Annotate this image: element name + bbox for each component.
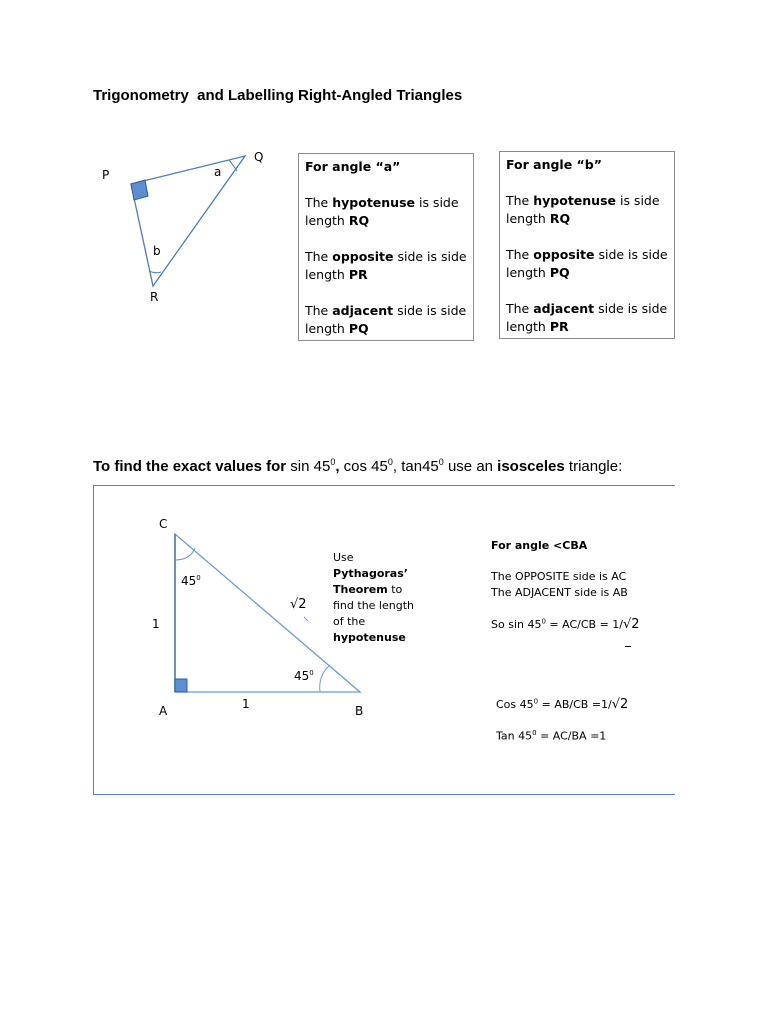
adjacent-statement: The ADJACENT side is AB bbox=[491, 586, 628, 599]
page-title: Trigonometry and Labelling Right-Angled Triangles bbox=[93, 87, 463, 104]
vertex-q: Q bbox=[254, 150, 264, 164]
opposite-statement: The OPPOSITE side is AC bbox=[491, 570, 627, 583]
angle-b-adjacent: The adjacent side is side length PR bbox=[506, 301, 668, 334]
angle-arc-b bbox=[149, 271, 161, 273]
pythagoras-note: Use Pythagoras’ Theorem to find the length of the hypotenuse bbox=[333, 551, 414, 644]
sin-underline bbox=[625, 646, 631, 647]
vertex-r: R bbox=[150, 290, 159, 304]
angle-a-label: a bbox=[214, 165, 222, 179]
angle-c-label: $45^0$ bbox=[181, 574, 201, 588]
angle-b-label: b bbox=[153, 244, 161, 258]
side-ab-label: 1 bbox=[242, 697, 250, 711]
vertex-c: C bbox=[159, 517, 168, 531]
vertex-b: B bbox=[355, 704, 364, 718]
angle-b-45-label: $45^0$ bbox=[294, 669, 314, 683]
angle-a-box bbox=[298, 153, 474, 341]
sin-statement: So $\sin 45^0 = AC/CB = 1/√2$ bbox=[491, 617, 640, 632]
angle-b-heading: For angle “b” bbox=[506, 157, 602, 172]
angle-a-hypotenuse: The hypotenuse is side length RQ bbox=[305, 195, 459, 228]
angle-arc-a bbox=[229, 160, 237, 171]
hypotenuse-label: √2 bbox=[290, 597, 307, 612]
cos-statement: Cos $45^0 = AB/CB =1/√2$ bbox=[496, 697, 629, 712]
side-ca-label: 1 bbox=[152, 617, 160, 631]
angle-b-hypotenuse: The hypotenuse is side length RQ bbox=[506, 193, 660, 226]
angle-a-heading: For angle “a” bbox=[305, 159, 401, 174]
cba-heading: For angle <CBA bbox=[491, 539, 588, 552]
angle-b-opposite: The opposite side is side length PQ bbox=[506, 247, 668, 280]
angle-b-box bbox=[499, 151, 675, 339]
triangle-pqr-outline bbox=[131, 156, 245, 286]
right-angle-marker-p bbox=[131, 180, 148, 200]
tan-statement: Tan $45^0 = AC/BA =1$ bbox=[496, 729, 607, 743]
isosceles-sentence: To find the exact values for $\sin 45^0$, $\cos 45^0$, $\tan 45^0$ use an isosceles triangle: bbox=[93, 457, 623, 475]
vertex-a: A bbox=[159, 704, 168, 718]
angle-a-adjacent: The adjacent side is side length PQ bbox=[305, 303, 467, 336]
vertex-p: P bbox=[102, 168, 110, 182]
angle-a-opposite: The opposite side is side length PR bbox=[305, 249, 467, 282]
